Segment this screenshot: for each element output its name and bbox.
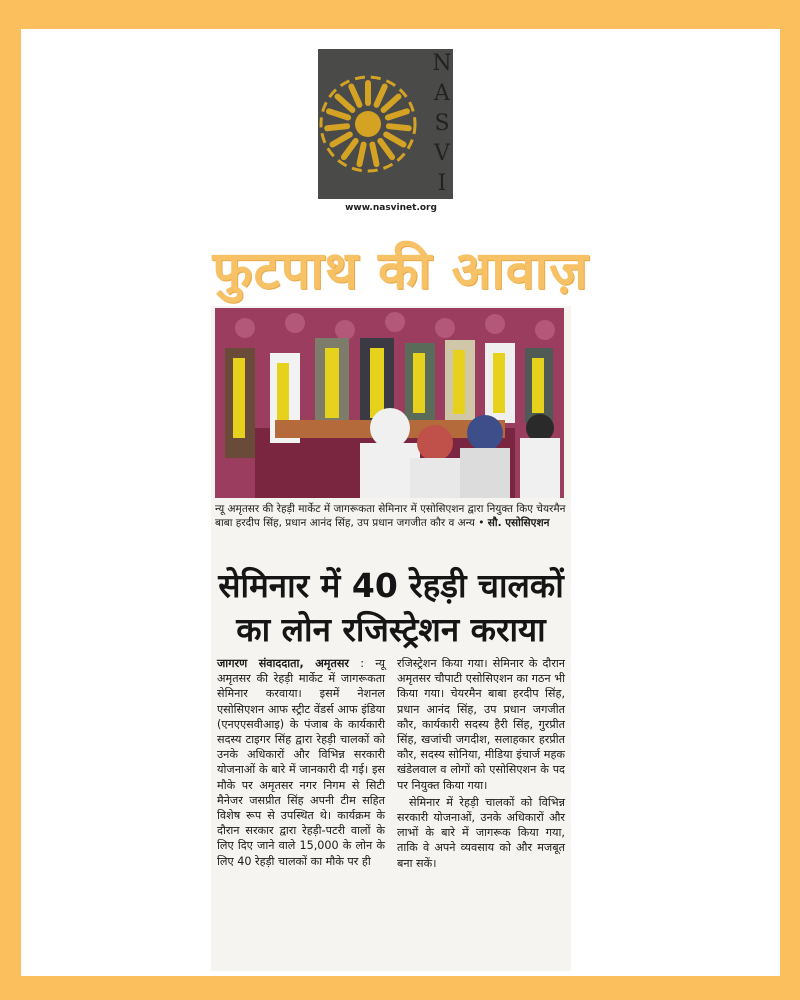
column-1-text: : न्यू अमृतसर की रेहड़ी मार्केट में जागरूकता सेमिनार करवाया। इसमें नेशनल एसोसिएशन आफ स्ट्रीट वेंडर्स आफ इंडिया (एनएएसवीआइ) के पंजाब के कार्यकारी सदस्य टाइगर सिंह द्वारा रेहड़ी चालकों को उनके अधिकारों और विभिन्न सरकारी योजनाओं के बारे में जानकारी दी गई। इस मौके पर अमृतसर नगर निगम से सिटी मैनेजर जसप्रीत सिंह अपनी टीम सहित विशेष रूप से उपस्थित थे। कार्यक्रम के दौरान सरकार द्वारा रेहड़ी-पटरी वालों के लिए दिए जाने वाले 15,000 के लोन के लिए 40 रेहड़ी चालकों का मौके पर ही <box>217 657 385 868</box>
logo-letter: N <box>432 51 452 76</box>
logo-letter: I <box>437 171 447 196</box>
logo-letter: A <box>434 81 450 106</box>
newspaper-clipping <box>211 306 571 971</box>
logo-letters <box>431 49 453 199</box>
news-headline-line2: का लोन रजिस्ट्रेशन कराया <box>236 610 546 649</box>
news-headline <box>211 564 571 652</box>
wheel-icon <box>318 49 423 199</box>
content-panel <box>21 29 780 976</box>
column-2-paragraph-2: सेमिनार में रेहड़ी चालकों को विभिन्न सरकारी योजनाओं, उनके अधिकारों और लाभों के बारे में जागरूक किया गया, ताकि वे अपने व्यवसाय को और मजबूत बना सकें। <box>397 795 565 870</box>
logo-letter: V <box>434 141 450 166</box>
article-column-1 <box>217 656 385 869</box>
logo-letter: S <box>434 111 450 136</box>
photo-caption: न्यू अमृतसर की रेहड़ी मार्केट में जागरूकता सेमिनार में एसोसिएशन द्वारा नियुक्त किए चेयरमैन बाबा हरदीप सिंह, प्रधान आनंद सिंह, उप प्रधान जगजीत कौर व अन्य • सौ. एसोसिएशन <box>215 503 566 529</box>
caption-text: न्यू अमृतसर की रेहड़ी मार्केट में जागरूकता सेमिनार में एसोसिएशन द्वारा नियुक्त किए चेयरमैन बाबा हरदीप सिंह, प्रधान आनंद सिंह, उप प्रधान जगजीत कौर व अन्य <box>215 503 566 529</box>
photo-illustration <box>215 308 564 498</box>
caption-credit: सौ. एसोसिएशन <box>487 517 550 529</box>
byline: जागरण संवाददाता, अमृतसर <box>217 657 349 670</box>
news-headline-line1: सेमिनार में 40 रेहड़ी चालकों <box>218 566 564 605</box>
column-2-paragraph-1: रजिस्ट्रेशन किया गया। सेमिनार के दौरान अमृतसर चौपाटी एसोसिएशन का गठन भी किया गया। चेयरमैन बाबा हरदीप सिंह, प्रधान आनंद सिंह, उप प्रधान जगजीत कौर, कार्यकारी सदस्य हैरी सिंह, गुरप्रीत सिंह, खजांची जगदीश, सलाहकार हरप्रीत कौर, सदस्य सोनिया, मीडिया इंचार्ज महक खंडेलवाल व लोगों को एसोसिएशन के पद पर नियुक्त किया गया। <box>397 657 565 792</box>
page-headline: फुटपाथ की आवाज़ <box>212 241 589 301</box>
logo-url: www.nasvinet.org <box>345 203 437 213</box>
event-photo <box>215 308 564 498</box>
article-column-2 <box>397 656 565 871</box>
